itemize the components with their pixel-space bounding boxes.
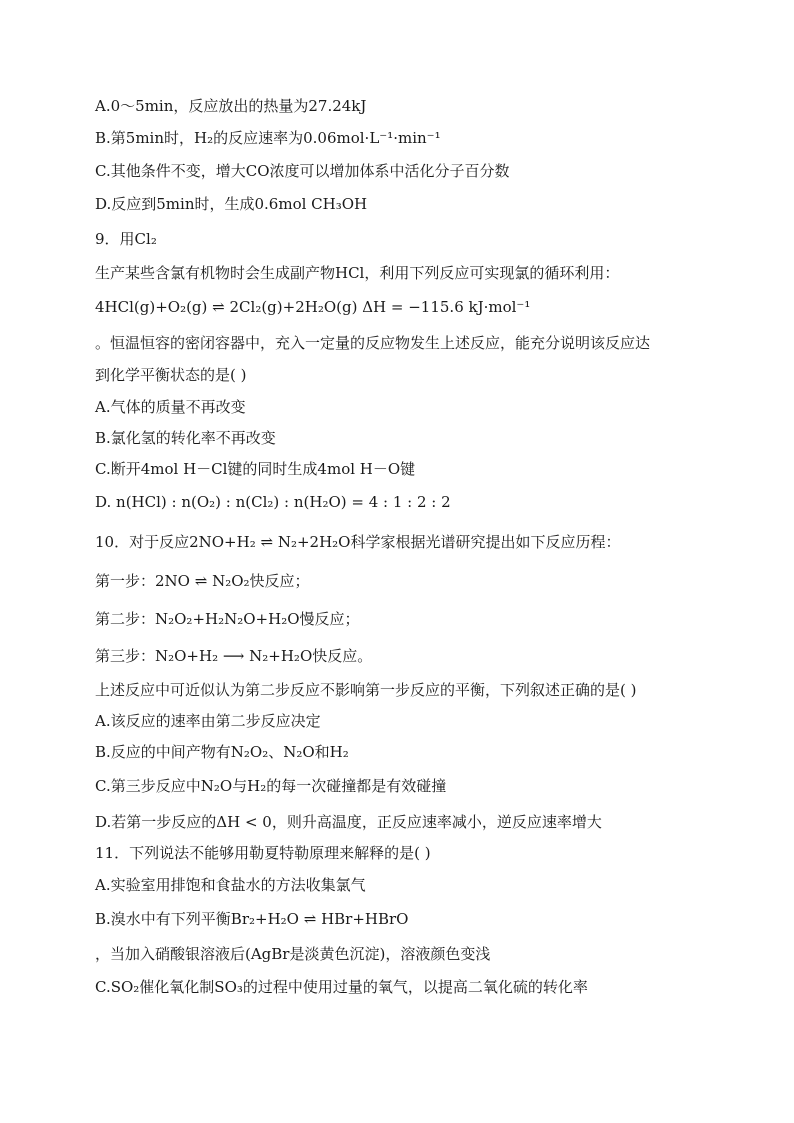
q10-step2: 第二步：N₂O₂+H₂N₂O+H₂O慢反应； — [95, 610, 360, 628]
q9-question-line2: 到化学平衡状态的是( ) — [95, 366, 247, 384]
q8-option-d: D.反应到5min时，生成0.6mol CH₃OH — [95, 195, 368, 213]
q8-option-a: A.0～5min，反应放出的热量为27.24kJ — [95, 97, 367, 115]
q10-stem: 10．对于反应2NO+H₂ ⇌ N₂+2H₂O科学家根据光谱研究提出如下反应历程： — [95, 533, 621, 551]
q9-title: 9．用Cl₂ — [95, 230, 157, 248]
q9-option-b: B.氯化氢的转化率不再改变 — [95, 429, 276, 447]
q10-step3: 第三步：N₂O+H₂ ⟶ N₂+H₂O快反应。 — [95, 647, 373, 665]
q9-question-line1: 。恒温恒容的密闭容器中，充入一定量的反应物发生上述反应，能充分说明该反应达 — [95, 334, 651, 352]
q8-option-b: B.第5min时，H₂的反应速率为0.06mol·L⁻¹·min⁻¹ — [95, 129, 441, 147]
q9-intro: 生产某些含氯有机物时会生成副产物HCl，利用下列反应可实现氯的循环利用： — [95, 264, 620, 282]
q10-option-b: B.反应的中间产物有N₂O₂、N₂O和H₂ — [95, 743, 349, 761]
q11-option-a: A.实验室用排饱和食盐水的方法收集氯气 — [95, 876, 366, 894]
q9-option-a: A.气体的质量不再改变 — [95, 398, 246, 416]
q9-equation: 4HCl(g)+O₂(g) ⇌ 2Cl₂(g)+2H₂O(g) ΔH = −115.6 kJ·mol⁻¹ — [95, 298, 531, 316]
q11-option-b-continued: ，当加入硝酸银溶液后(AgBr是淡黄色沉淀)，溶液颜色变浅 — [95, 945, 491, 963]
q10-option-c: C.第三步反应中N₂O与H₂的每一次碰撞都是有效碰撞 — [95, 777, 447, 795]
q11-option-c: C.SO₂催化氧化制SO₃的过程中使用过量的氧气，以提高二氧化硫的转化率 — [95, 978, 588, 996]
q11-stem: 11．下列说法不能够用勒夏特勒原理来解释的是( ) — [95, 844, 431, 862]
q9-option-c: C.断开4mol H－Cl键的同时生成4mol H－O键 — [95, 460, 416, 478]
q10-option-a: A.该反应的速率由第二步反应决定 — [95, 712, 321, 730]
q10-step1: 第一步：2NO ⇌ N₂O₂快反应； — [95, 572, 310, 590]
q10-option-d: D.若第一步反应的ΔH < 0，则升高温度，正反应速率减小，逆反应速率增大 — [95, 813, 602, 831]
q11-option-b: B.溴水中有下列平衡Br₂+H₂O ⇌ HBr+HBrO — [95, 910, 409, 928]
q8-option-c: C.其他条件不变，增大CO浓度可以增加体系中活化分子百分数 — [95, 162, 510, 180]
q10-question: 上述反应中可近似认为第二步反应不影响第一步反应的平衡，下列叙述正确的是( ) — [95, 681, 637, 699]
q9-option-d: D. n(HCl) : n(O₂) : n(Cl₂) : n(H₂O) = 4 : 1 : 2 : 2 — [95, 493, 451, 511]
